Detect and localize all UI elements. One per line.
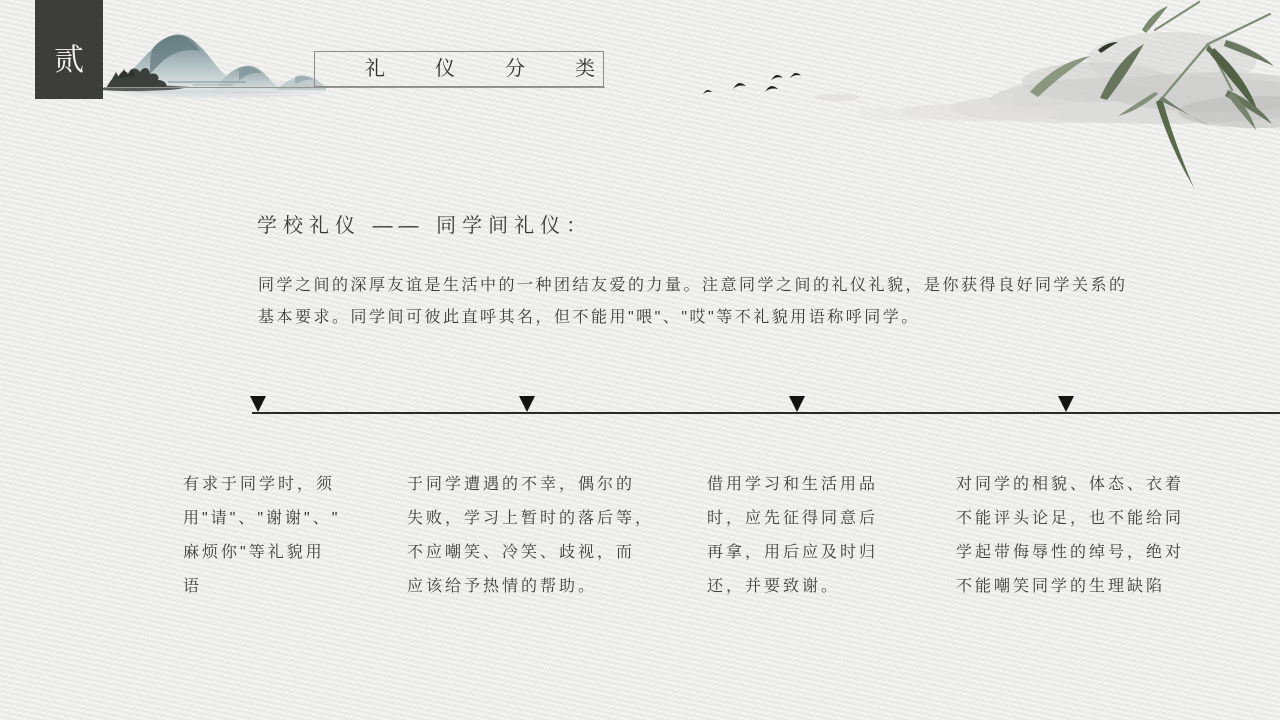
timeline-item-3 — [707, 468, 878, 604]
timeline-item-line: 有求于同学时，须 — [183, 476, 336, 493]
timeline-item-line: 应该给予热情的帮助。 — [407, 578, 598, 595]
timeline-item-line: 麻烦你"等礼貌用 — [183, 544, 325, 561]
timeline-marker-4 — [1058, 396, 1074, 412]
timeline-marker-3 — [789, 396, 805, 412]
timeline-item-line: 用"请"、"谢谢"、" — [183, 510, 341, 527]
timeline-item-line: 还，并要致谢。 — [707, 578, 841, 595]
slide-title: 礼仪分类 — [365, 58, 645, 80]
flying-birds-icon — [695, 70, 810, 102]
timeline-item-line: 不应嘲笑、冷笑、歧视，而 — [407, 544, 636, 561]
timeline-marker-1 — [250, 396, 266, 412]
timeline-item-line: 不能嘲笑同学的生理缺陷 — [956, 578, 1166, 595]
section-number: 贰 — [54, 43, 84, 77]
intro-line: 基本要求。同学间可彼此直呼其名，但不能用"喂"、"哎"等不礼貌用语称呼同学。 — [258, 309, 920, 326]
timeline-item-line: 语 — [183, 578, 203, 595]
timeline-marker-2 — [519, 396, 535, 412]
slide-title-box — [314, 51, 645, 87]
timeline-item-line: 不能评头论足，也不能给同 — [956, 510, 1185, 527]
timeline-item-line: 学起带侮辱性的绰号，绝对 — [956, 544, 1185, 561]
timeline-item-line: 时，应先征得同意后 — [707, 510, 879, 527]
timeline-item-line: 于同学遭遇的不幸，偶尔的 — [407, 476, 636, 493]
timeline-item-line: 借用学习和生活用品 — [707, 476, 879, 493]
timeline-line — [252, 412, 1280, 414]
bamboo-leaves-illustration — [1012, 0, 1280, 215]
timeline-item-line: 对同学的相貌、体态、衣着 — [956, 476, 1185, 493]
section-number-badge — [35, 0, 103, 99]
timeline-item-line: 失败，学习上暂时的落后等， — [407, 510, 655, 527]
timeline-item-1 — [183, 468, 340, 604]
timeline-item-line: 再拿，用后应及时归 — [707, 544, 879, 561]
intro-paragraph — [258, 270, 1128, 334]
intro-line: 同学之间的深厚友谊是生活中的一种团结友爱的力量。注意同学之间的礼仪礼貌，是你获得良好同学关系的 — [258, 277, 1128, 294]
timeline-item-4 — [956, 468, 1184, 604]
timeline-item-2 — [407, 468, 654, 604]
ink-wisp — [815, 94, 860, 101]
content-heading: 学校礼仪 —— 同学间礼仪： — [257, 215, 593, 237]
